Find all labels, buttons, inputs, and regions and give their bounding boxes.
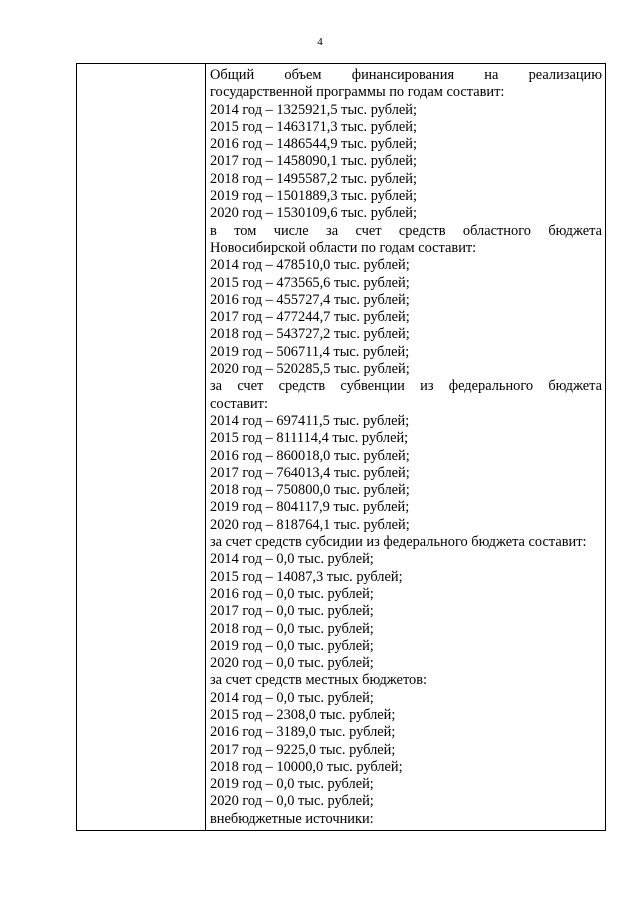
year-amount-line: 2015 год – 473565,6 тыс. рублей; bbox=[210, 274, 410, 291]
year-amount-line: 2019 год – 1501889,3 тыс. рублей; bbox=[210, 188, 417, 205]
block-heading-line: за счет средств субвенции из федерального бюджета bbox=[210, 378, 602, 395]
year-amount-line: 2018 год – 0,0 тыс. рублей; bbox=[210, 620, 374, 637]
page-number: 4 bbox=[317, 36, 323, 48]
block-heading-line: государственной программы по годам составит: bbox=[210, 84, 505, 101]
block-heading-line: внебюджетные источники: bbox=[210, 810, 374, 827]
block-heading-line: Общий объем финансирования на реализацию bbox=[210, 67, 602, 83]
year-amount-line: 2016 год – 455727,4 тыс. рублей; bbox=[210, 291, 410, 308]
year-amount-line: 2018 год – 1495587,2 тыс. рублей; bbox=[210, 170, 417, 187]
year-amount-line: 2020 год – 1530109,6 тыс. рублей; bbox=[210, 205, 417, 222]
year-amount-line: 2017 год – 9225,0 тыс. рублей; bbox=[210, 741, 396, 758]
year-amount-line: 2014 год – 697411,5 тыс. рублей; bbox=[210, 412, 410, 429]
year-amount-line: 2017 год – 477244,7 тыс. рублей; bbox=[210, 309, 410, 326]
year-amount-line: 2017 год – 0,0 тыс. рублей; bbox=[210, 603, 374, 620]
funding-block bbox=[210, 378, 602, 534]
funding-block bbox=[210, 223, 602, 379]
year-amount-line: 2017 год – 1458090,1 тыс. рублей; bbox=[210, 153, 417, 170]
year-amount-line: 2015 год – 811114,4 тыс. рублей; bbox=[210, 430, 409, 447]
year-amount-line: 2014 год – 0,0 тыс. рублей; bbox=[210, 689, 374, 706]
year-amount-line: 2014 год – 0,0 тыс. рублей; bbox=[210, 551, 374, 568]
year-amount-line: 2014 год – 1325921,5 тыс. рублей; bbox=[210, 101, 417, 118]
year-amount-line: 2019 год – 506711,4 тыс. рублей; bbox=[210, 343, 410, 360]
funding-block bbox=[210, 672, 602, 810]
year-amount-line: 2018 год – 750800,0 тыс. рублей; bbox=[210, 482, 410, 499]
funding-cell bbox=[210, 67, 602, 828]
year-amount-line: 2016 год – 1486544,9 тыс. рублей; bbox=[210, 136, 417, 153]
year-amount-line: 2016 год – 860018,0 тыс. рублей; bbox=[210, 447, 410, 464]
funding-table bbox=[76, 63, 606, 831]
block-heading-line: в том числе за счет средств областного бюджета bbox=[210, 222, 602, 239]
year-amount-line: 2014 год – 478510,0 тыс. рублей; bbox=[210, 257, 410, 274]
year-amount-line: 2015 год – 1463171,3 тыс. рублей; bbox=[210, 118, 417, 135]
year-amount-line: 2020 год – 0,0 тыс. рублей; bbox=[210, 793, 374, 810]
funding-block bbox=[210, 534, 602, 672]
funding-block bbox=[210, 811, 602, 828]
funding-block bbox=[210, 67, 602, 223]
year-amount-line: 2019 год – 0,0 тыс. рублей; bbox=[210, 637, 374, 654]
year-amount-line: 2020 год – 520285,5 тыс. рублей; bbox=[210, 361, 410, 378]
block-heading-line: составит: bbox=[210, 395, 268, 412]
year-amount-line: 2017 год – 764013,4 тыс. рублей; bbox=[210, 464, 410, 481]
year-amount-line: 2019 год – 804117,9 тыс. рублей; bbox=[210, 499, 410, 516]
block-heading-line: Новосибирской области по годам составит: bbox=[210, 239, 477, 256]
block-heading-line: за счет средств субсидии из федерального бюджета составит: bbox=[210, 534, 587, 551]
year-amount-line: 2016 год – 3189,0 тыс. рублей; bbox=[210, 724, 396, 741]
block-heading-line: за счет средств местных бюджетов: bbox=[210, 672, 428, 689]
year-amount-line: 2016 год – 0,0 тыс. рублей; bbox=[210, 585, 374, 602]
year-amount-line: 2015 год – 14087,3 тыс. рублей; bbox=[210, 568, 403, 585]
year-amount-line: 2020 год – 818764,1 тыс. рублей; bbox=[210, 516, 410, 533]
year-amount-line: 2015 год – 2308,0 тыс. рублей; bbox=[210, 706, 396, 723]
year-amount-line: 2019 год – 0,0 тыс. рублей; bbox=[210, 776, 374, 793]
year-amount-line: 2018 год – 10000,0 тыс. рублей; bbox=[210, 758, 403, 775]
year-amount-line: 2018 год – 543727,2 тыс. рублей; bbox=[210, 326, 410, 343]
column-divider bbox=[205, 64, 206, 830]
year-amount-line: 2020 год – 0,0 тыс. рублей; bbox=[210, 655, 374, 672]
